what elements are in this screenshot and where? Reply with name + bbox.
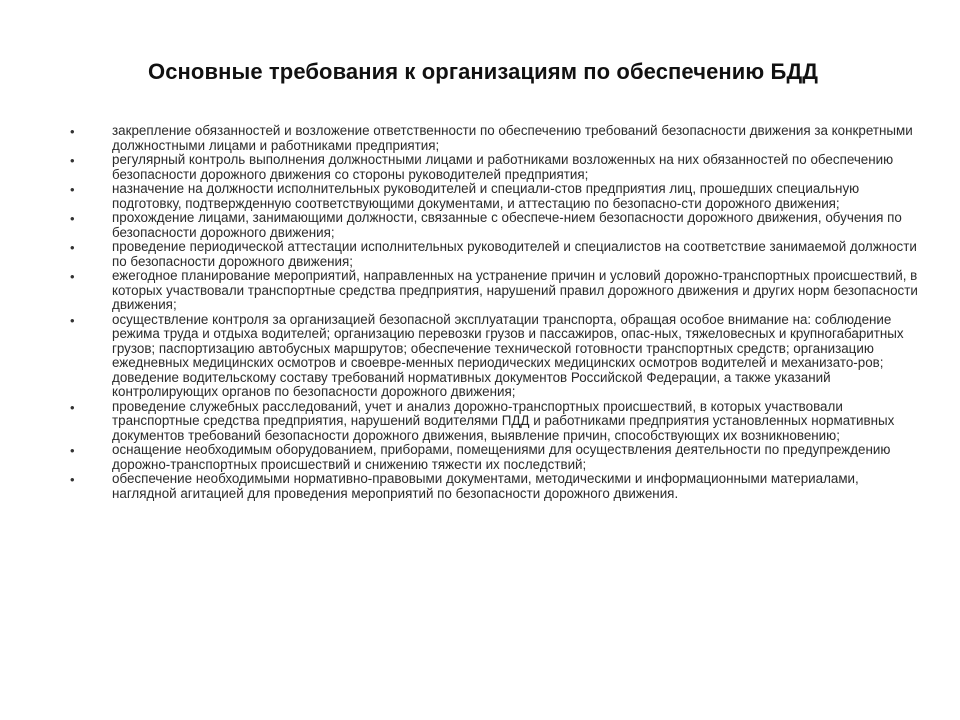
list-item-text: закрепление обязанностей и возложение ответственности по обеспечению требований безопасности движения за конкретными должностными лицами и работниками предприятия; [112, 123, 913, 153]
list-item [70, 182, 920, 211]
bullet-icon: • [70, 399, 75, 415]
list-item-text: проведение служебных расследований, учет и анализ дорожно-транспортных происшествий, в которых участвовали транспортные средства предприятия, нарушений водителями ПДД и работниками предприятия установленных нормативных документов требований безопасности дорожного движения, выявление причин, способствующих их возникновению; [112, 398, 895, 443]
list-item-text: ежегодное планирование мероприятий, направленных на устранение причин и условий дорожно-транспортных происшествий, в которых участвовали транспортные средства предприятия, нарушений правил дорожного движения и других норм безопасности движения; [112, 268, 918, 312]
list-item [70, 472, 920, 501]
list-item-text: назначение на должности исполнительных руководителей и специали-стов предприятия лиц, прошедших специальную подготовку, подтвержденную соответствующими документами, и аттестацию по безопасно-сти дорожного движения; [112, 181, 860, 211]
list-item-text: проведение периодической аттестации исполнительных руководителей и специалистов на соответствие занимаемой должности по безопасности дорожного движения; [112, 239, 917, 269]
slide-title: Основные требования к организациям по обеспечению БДД [147, 59, 818, 84]
list-item [70, 240, 920, 269]
bullet-icon: • [70, 153, 75, 168]
requirements-list [70, 124, 920, 501]
list-item-text: обеспечение необходимыми нормативно-правовыми документами, методическими и информационными материалами, наглядной агитацией для проведения мероприятий по безопасности дорожного движения. [112, 471, 859, 501]
bullet-icon: • [70, 312, 75, 328]
bullet-icon: • [70, 124, 75, 139]
bullet-icon: • [70, 472, 75, 487]
list-item [70, 313, 920, 400]
list-item [70, 124, 920, 153]
bullet-icon: • [70, 443, 75, 458]
bullet-icon: • [70, 269, 75, 284]
list-item-text: осуществление контроля за организацией безопасной эксплуатации транспорта, обращая особое внимание на: соблюдение режима труда и отдыха водителей; организацию перевозки грузов и пассажиров, опас-ных, тяжеловесных и крупногабаритных грузов; паспортизацию автобусных маршрутов; обеспечение технической готовности транспортных средств; организацию ежедневных медицинских осмотров и своевре-менных периодических медицинских осмотров водителей и механизато-ров; доведение водительскому составу требований нормативных документов Российской Федерации, а также указаний контролирующих органов по безопасности дорожного движения; [112, 311, 904, 399]
list-item-text: прохождение лицами, занимающими должности, связанные с обеспече-нием безопасности дорожного движения, обучения по безопасности дорожного движения; [112, 210, 902, 240]
list-item [70, 269, 920, 313]
bullet-icon: • [70, 211, 75, 226]
bullet-icon: • [70, 182, 75, 197]
list-item [70, 153, 920, 182]
list-item [70, 400, 920, 444]
list-item-text: регулярный контроль выполнения должностными лицами и работниками возложенных на них обязанностей по обеспечению безопасности дорожного движения со стороны руководителей предприятия; [112, 152, 894, 182]
list-item-text: оснащение необходимым оборудованием, приборами, помещениями для осуществления деятельности по предупреждению дорожно-транспортных происшествий и снижению тяжести их последствий; [112, 442, 891, 472]
list-item [70, 443, 920, 472]
list-item [70, 211, 920, 240]
bullet-icon: • [70, 240, 75, 255]
